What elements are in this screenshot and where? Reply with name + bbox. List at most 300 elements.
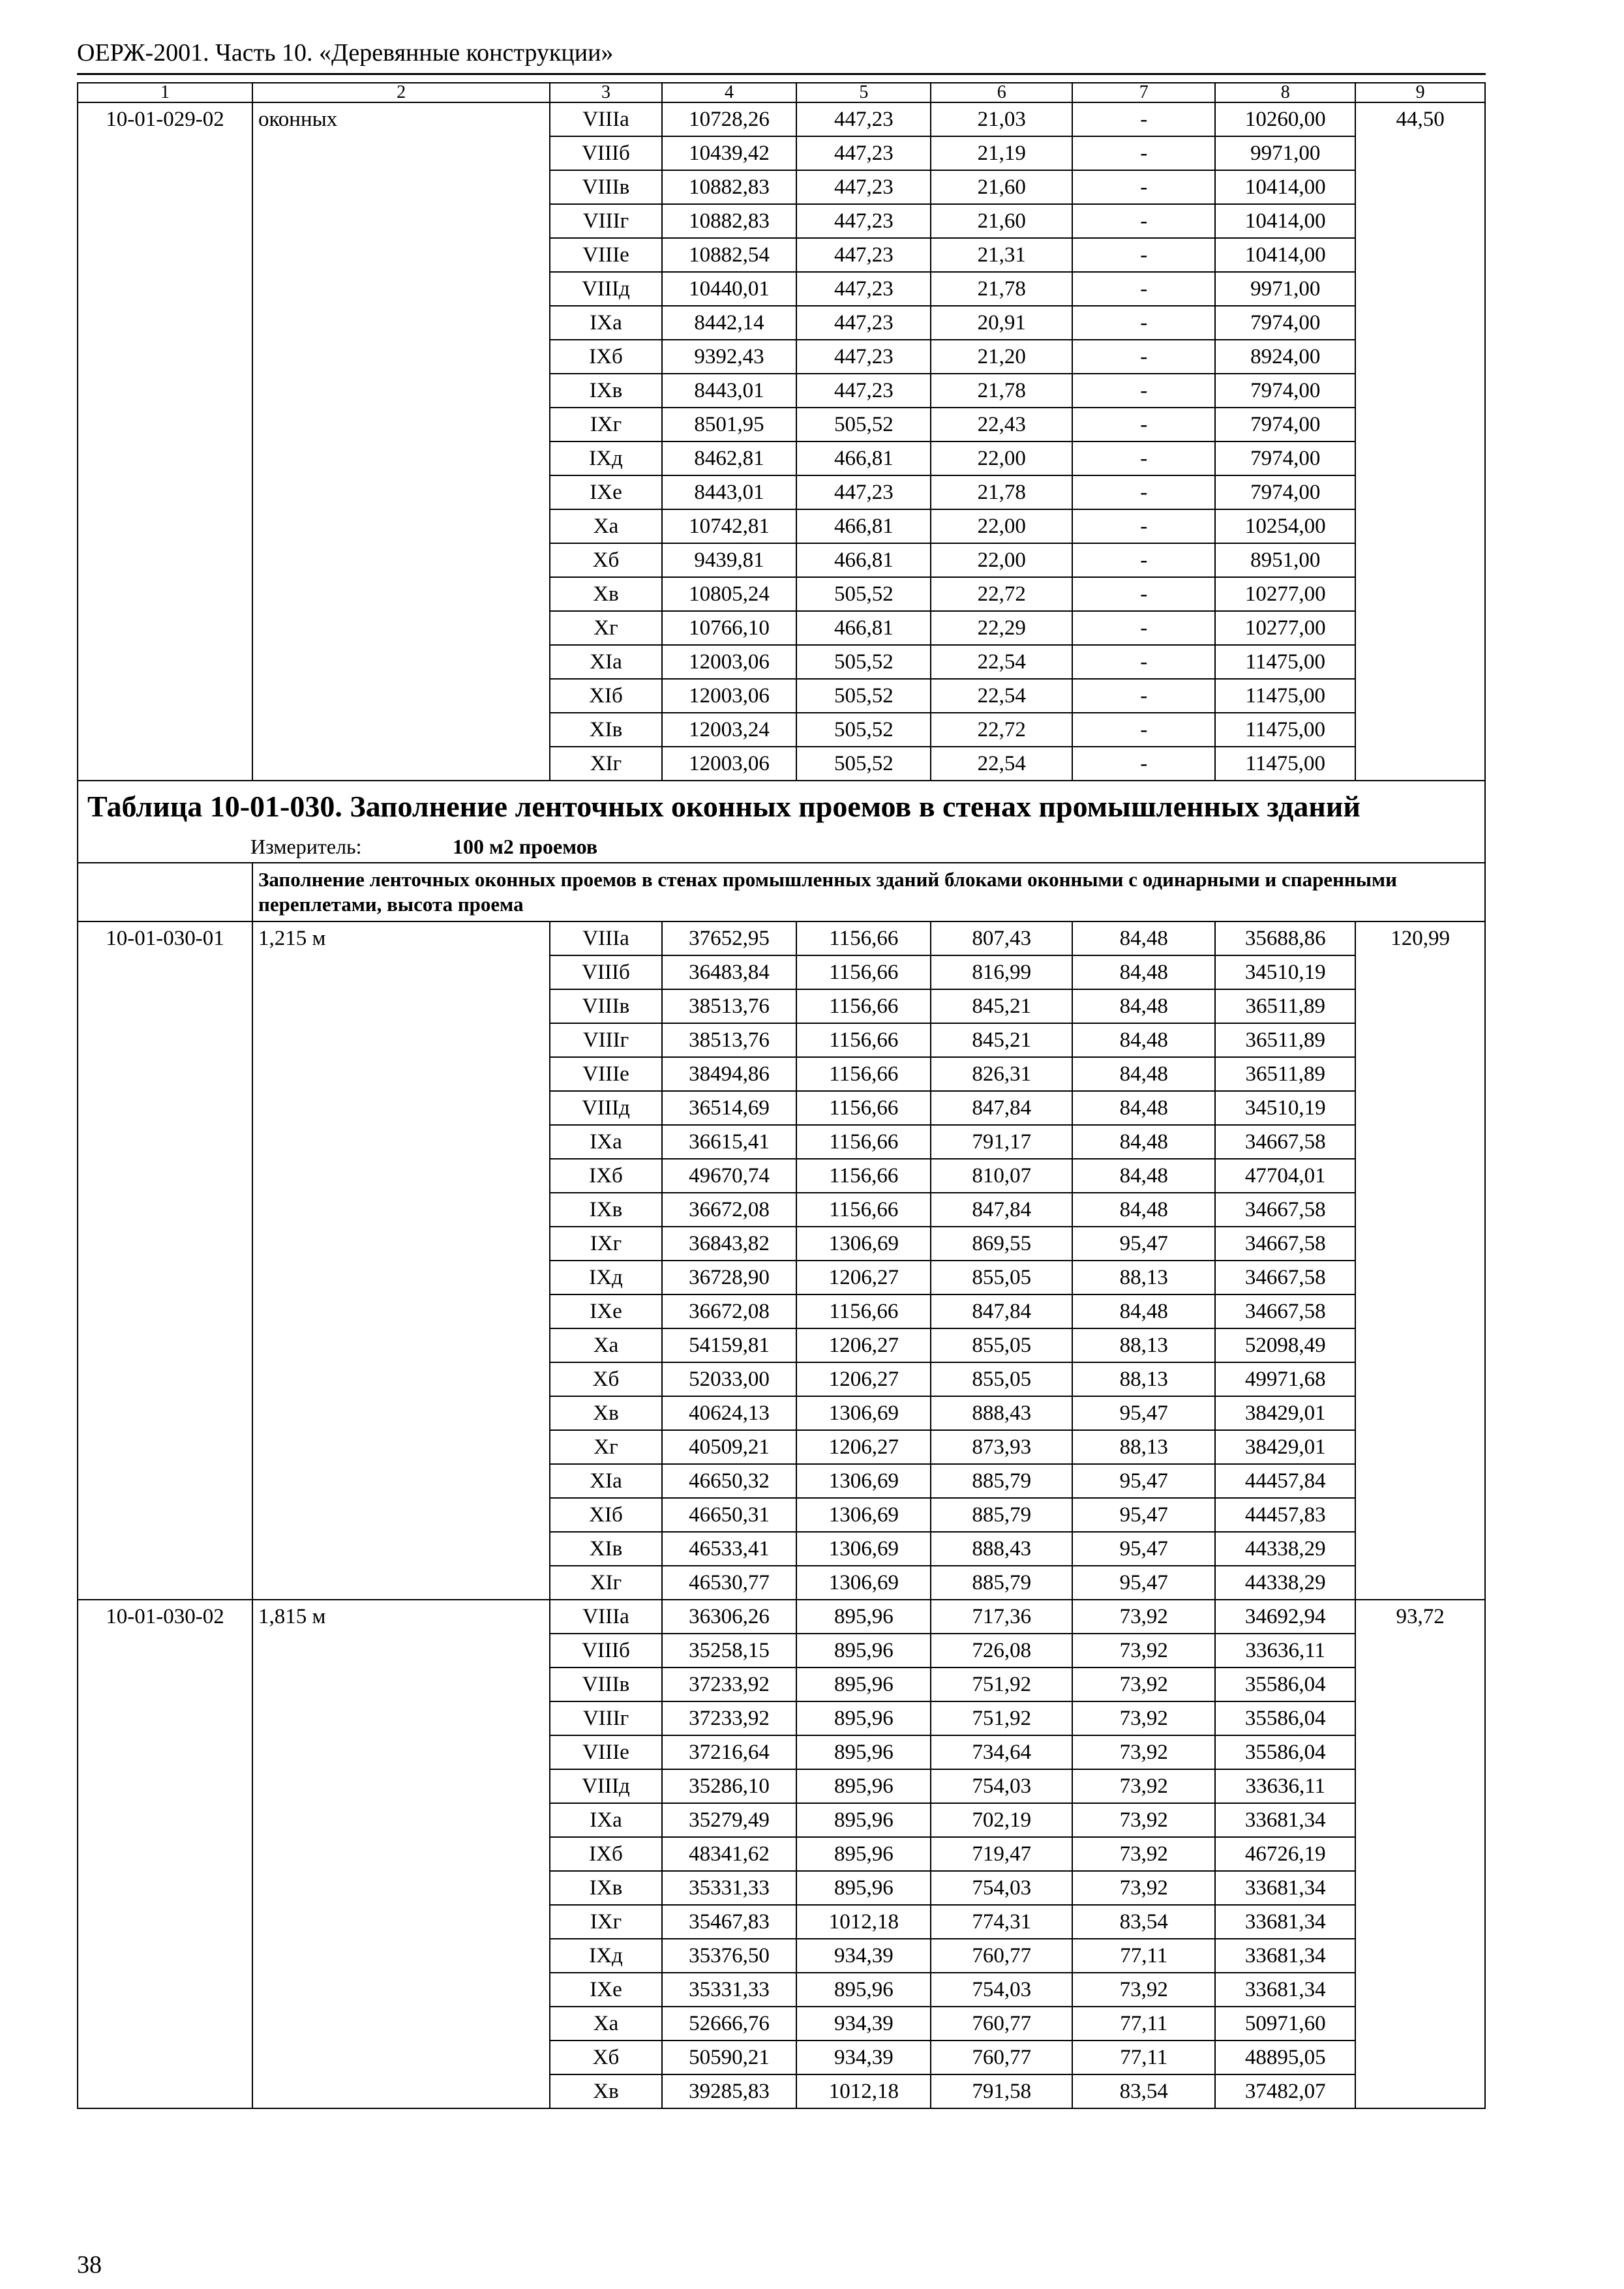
table-cell: 95,47	[1072, 1464, 1215, 1498]
table-cell: 1306,69	[796, 1227, 931, 1261]
table-cell: 855,05	[931, 1328, 1072, 1362]
table-cell: 10728,26	[662, 102, 797, 136]
table-cell: 33681,34	[1215, 1803, 1355, 1837]
table-cell: 1156,66	[796, 1193, 931, 1227]
table-cell: -	[1072, 102, 1215, 136]
table-cell: 52098,49	[1215, 1328, 1355, 1362]
table-cell: 717,36	[931, 1600, 1072, 1634]
row-col9-value: 120,99	[1355, 921, 1485, 1600]
table-cell: 73,92	[1072, 1803, 1215, 1837]
table-cell: 1306,69	[796, 1396, 931, 1430]
table-cell: 895,96	[796, 1600, 931, 1634]
table-cell: Xа	[550, 2007, 661, 2041]
table-cell: -	[1072, 306, 1215, 340]
table-cell: 22,54	[931, 645, 1072, 679]
column-header: 3	[550, 83, 661, 102]
table-cell: 1156,66	[796, 1159, 931, 1193]
table-cell: XIг	[550, 747, 661, 781]
table-cell: 11475,00	[1215, 679, 1355, 713]
table-cell: 1156,66	[796, 1091, 931, 1125]
measure-value: 100 м2 проемов	[453, 835, 598, 858]
column-header: 8	[1215, 83, 1355, 102]
table-cell: -	[1072, 340, 1215, 374]
table-cell: -	[1072, 441, 1215, 475]
table-cell: 44338,29	[1215, 1566, 1355, 1600]
table-cell: 10766,10	[662, 611, 797, 645]
subtitle-row	[78, 863, 1485, 921]
table-body	[78, 83, 1485, 2108]
table-cell: 84,48	[1072, 1023, 1215, 1057]
table-cell: 447,23	[796, 204, 931, 238]
table-cell: 760,77	[931, 2041, 1072, 2074]
table-cell: Xв	[550, 577, 661, 611]
table-cell: IXг	[550, 1227, 661, 1261]
table-cell: 888,43	[931, 1396, 1072, 1430]
table-cell: 88,13	[1072, 1261, 1215, 1294]
table-cell: -	[1072, 679, 1215, 713]
table-cell: 37233,92	[662, 1668, 797, 1701]
table-cell: 22,29	[931, 611, 1072, 645]
table-cell: 734,64	[931, 1735, 1072, 1769]
table-cell: 52033,00	[662, 1362, 797, 1396]
table-cell: 1156,66	[796, 955, 931, 989]
row-code: 10-01-029-02	[78, 102, 252, 781]
table-cell: 895,96	[796, 1871, 931, 1905]
table-cell: 807,43	[931, 921, 1072, 955]
table-cell: 84,48	[1072, 1091, 1215, 1125]
table-cell: VIIIв	[550, 170, 661, 204]
column-header: 2	[252, 83, 550, 102]
table-cell: 505,52	[796, 408, 931, 441]
table-cell: 77,11	[1072, 2007, 1215, 2041]
table-cell: 46650,31	[662, 1498, 797, 1532]
price-table	[77, 82, 1486, 2109]
table-cell: 10414,00	[1215, 170, 1355, 204]
table-cell: 36306,26	[662, 1600, 797, 1634]
table-cell: 8951,00	[1215, 543, 1355, 577]
table-cell: 54159,81	[662, 1328, 797, 1362]
table-cell: 719,47	[931, 1837, 1072, 1871]
table-cell: IXе	[550, 475, 661, 509]
table-cell: IXе	[550, 1294, 661, 1328]
column-header: 9	[1355, 83, 1485, 102]
table-cell: 34692,94	[1215, 1600, 1355, 1634]
table-cell: 95,47	[1072, 1532, 1215, 1566]
table-cell: 505,52	[796, 645, 931, 679]
table-cell: -	[1072, 611, 1215, 645]
table-cell: 10414,00	[1215, 204, 1355, 238]
row-col9-value: 44,50	[1355, 102, 1485, 781]
page-number: 38	[77, 2251, 102, 2279]
table-cell: 11475,00	[1215, 713, 1355, 747]
table-cell: -	[1072, 475, 1215, 509]
table-cell: 46726,19	[1215, 1837, 1355, 1871]
table-cell: 751,92	[931, 1701, 1072, 1735]
table-cell: 873,93	[931, 1430, 1072, 1464]
table-cell: 1012,18	[796, 2074, 931, 2108]
table-cell: 22,72	[931, 577, 1072, 611]
table-cell: 855,05	[931, 1362, 1072, 1396]
table-cell: 73,92	[1072, 1871, 1215, 1905]
table-cell: 44457,84	[1215, 1464, 1355, 1498]
table-cell: 1306,69	[796, 1566, 931, 1600]
table-cell: 34667,58	[1215, 1294, 1355, 1328]
table-cell: 754,03	[931, 1973, 1072, 2007]
table-cell: -	[1072, 543, 1215, 577]
table-cell: 37233,92	[662, 1701, 797, 1735]
table-row	[78, 921, 1485, 955]
table-cell: XIа	[550, 1464, 661, 1498]
table-cell: 1156,66	[796, 1023, 931, 1057]
table-cell: 35586,04	[1215, 1701, 1355, 1735]
table-cell: 8501,95	[662, 408, 797, 441]
table-cell: 12003,06	[662, 679, 797, 713]
table-cell: 33636,11	[1215, 1769, 1355, 1803]
table-cell: 1012,18	[796, 1905, 931, 1939]
table-cell: 934,39	[796, 2041, 931, 2074]
table-cell: Xб	[550, 1362, 661, 1396]
table-cell: VIIIе	[550, 1735, 661, 1769]
header-divider	[77, 73, 1486, 75]
table-cell: 33681,34	[1215, 1973, 1355, 2007]
table-cell: 84,48	[1072, 1294, 1215, 1328]
table-cell: 38429,01	[1215, 1396, 1355, 1430]
table-cell: 847,84	[931, 1193, 1072, 1227]
table-cell: 83,54	[1072, 1905, 1215, 1939]
row-code: 10-01-030-02	[78, 1600, 252, 2108]
table-cell: 1156,66	[796, 921, 931, 955]
table-cell: 37482,07	[1215, 2074, 1355, 2108]
table-cell: 888,43	[931, 1532, 1072, 1566]
table-cell: -	[1072, 272, 1215, 306]
table-cell: 38494,86	[662, 1057, 797, 1091]
table-cell: 21,31	[931, 238, 1072, 272]
column-header: 4	[662, 83, 797, 102]
table-cell: 9392,43	[662, 340, 797, 374]
table-cell: 84,48	[1072, 1159, 1215, 1193]
table-cell: 447,23	[796, 272, 931, 306]
table-cell: 505,52	[796, 747, 931, 781]
table-cell: IXв	[550, 1871, 661, 1905]
table-cell: 447,23	[796, 170, 931, 204]
table-cell: 35688,86	[1215, 921, 1355, 955]
table-cell: 10742,81	[662, 509, 797, 543]
table-cell: 36511,89	[1215, 1057, 1355, 1091]
table-cell: IXг	[550, 1905, 661, 1939]
table-cell: 869,55	[931, 1227, 1072, 1261]
table-cell: 895,96	[796, 1973, 931, 2007]
table-cell: XIв	[550, 1532, 661, 1566]
table-cell: 1206,27	[796, 1261, 931, 1294]
table-cell: 21,60	[931, 170, 1072, 204]
table-cell: 845,21	[931, 989, 1072, 1023]
table-cell: IXв	[550, 1193, 661, 1227]
table-cell: 895,96	[796, 1803, 931, 1837]
table-cell: 88,13	[1072, 1430, 1215, 1464]
table-cell: 10277,00	[1215, 577, 1355, 611]
table-cell: 826,31	[931, 1057, 1072, 1091]
table-cell: 12003,06	[662, 645, 797, 679]
table-cell: 791,58	[931, 2074, 1072, 2108]
table-cell: IXа	[550, 1803, 661, 1837]
table-cell: 7974,00	[1215, 441, 1355, 475]
table-cell: IXд	[550, 441, 661, 475]
table-cell: IXб	[550, 1837, 661, 1871]
table-cell: 11475,00	[1215, 747, 1355, 781]
table-cell: 754,03	[931, 1871, 1072, 1905]
table-cell: 10439,42	[662, 136, 797, 170]
table-cell: 1206,27	[796, 1362, 931, 1396]
table-cell: 10805,24	[662, 577, 797, 611]
table-cell: 36511,89	[1215, 989, 1355, 1023]
table-cell: 895,96	[796, 1634, 931, 1668]
table-cell: 35467,83	[662, 1905, 797, 1939]
table-cell: 7974,00	[1215, 408, 1355, 441]
table-cell: 36672,08	[662, 1193, 797, 1227]
table-cell: 38513,76	[662, 1023, 797, 1057]
table-cell: 36672,08	[662, 1294, 797, 1328]
table-cell: 21,78	[931, 374, 1072, 408]
row-code: 10-01-030-01	[78, 921, 252, 1600]
table-cell: VIIIг	[550, 204, 661, 238]
table-cell: -	[1072, 136, 1215, 170]
table-cell: 447,23	[796, 238, 931, 272]
table-cell: 466,81	[796, 441, 931, 475]
table-cell: 10882,83	[662, 204, 797, 238]
table-cell: 22,00	[931, 509, 1072, 543]
table-cell: 12003,24	[662, 713, 797, 747]
table-cell: XIа	[550, 645, 661, 679]
table-cell: XIб	[550, 679, 661, 713]
table-cell: 83,54	[1072, 2074, 1215, 2108]
table-cell: 21,03	[931, 102, 1072, 136]
table-cell: Xг	[550, 611, 661, 645]
table-cell: 895,96	[796, 1735, 931, 1769]
table-cell: -	[1072, 374, 1215, 408]
table-cell: VIIIб	[550, 955, 661, 989]
table-cell: 33681,34	[1215, 1939, 1355, 1973]
table-cell: Xа	[550, 509, 661, 543]
table-cell: -	[1072, 238, 1215, 272]
table-cell: 49670,74	[662, 1159, 797, 1193]
table-cell: 84,48	[1072, 1057, 1215, 1091]
table-cell: VIIIе	[550, 238, 661, 272]
column-header: 5	[796, 83, 931, 102]
table-cell: 35376,50	[662, 1939, 797, 1973]
table-cell: 7974,00	[1215, 475, 1355, 509]
table-cell: VIIIд	[550, 272, 661, 306]
table-cell: 47704,01	[1215, 1159, 1355, 1193]
table-cell: 1306,69	[796, 1532, 931, 1566]
subtitle-spacer	[78, 863, 252, 921]
table-cell: 855,05	[931, 1261, 1072, 1294]
table-cell: 895,96	[796, 1701, 931, 1735]
measure-label: Измеритель:	[250, 835, 362, 858]
table-cell: 73,92	[1072, 1837, 1215, 1871]
table-cell: 48895,05	[1215, 2041, 1355, 2074]
table-cell: 73,92	[1072, 1668, 1215, 1701]
table-cell: 36511,89	[1215, 1023, 1355, 1057]
table-cell: 447,23	[796, 475, 931, 509]
table-cell: 760,77	[931, 1939, 1072, 1973]
table-cell: 73,92	[1072, 1769, 1215, 1803]
row-description: 1,815 м	[252, 1600, 550, 2108]
table-cell: 73,92	[1072, 1735, 1215, 1769]
table-cell: 21,20	[931, 340, 1072, 374]
page-header: ОЕРЖ-2001. Часть 10. «Деревянные конструкции»	[77, 39, 614, 67]
table-cell: 1156,66	[796, 1057, 931, 1091]
table-cell: 754,03	[931, 1769, 1072, 1803]
table-cell: 35258,15	[662, 1634, 797, 1668]
table-cell: 88,13	[1072, 1328, 1215, 1362]
table-cell: 1156,66	[796, 989, 931, 1023]
table-cell: 751,92	[931, 1668, 1072, 1701]
table-cell: 466,81	[796, 543, 931, 577]
table-cell: 33681,34	[1215, 1871, 1355, 1905]
table-cell: 8462,81	[662, 441, 797, 475]
table-cell: -	[1072, 645, 1215, 679]
table-cell: IXа	[550, 1125, 661, 1159]
table-cell: 35586,04	[1215, 1668, 1355, 1701]
table-cell: 84,48	[1072, 989, 1215, 1023]
table-cell: 35331,33	[662, 1973, 797, 2007]
table-cell: IXе	[550, 1973, 661, 2007]
table-cell: 447,23	[796, 306, 931, 340]
table-cell: 21,78	[931, 272, 1072, 306]
table-cell: 447,23	[796, 374, 931, 408]
table-cell: 8924,00	[1215, 340, 1355, 374]
table-cell: VIIIа	[550, 102, 661, 136]
table-cell: -	[1072, 204, 1215, 238]
table-cell: 84,48	[1072, 921, 1215, 955]
table-cell: 88,13	[1072, 1362, 1215, 1396]
table-cell: 1156,66	[796, 1294, 931, 1328]
table-cell: 505,52	[796, 577, 931, 611]
table-cell: 505,52	[796, 679, 931, 713]
table-cell: 84,48	[1072, 955, 1215, 989]
table-cell: 36514,69	[662, 1091, 797, 1125]
table-cell: 35286,10	[662, 1769, 797, 1803]
table-cell: VIIIб	[550, 136, 661, 170]
table-cell: Xг	[550, 1430, 661, 1464]
table-cell: 40624,13	[662, 1396, 797, 1430]
table-cell: 885,79	[931, 1566, 1072, 1600]
table-cell: 77,11	[1072, 1939, 1215, 1973]
table-cell: 774,31	[931, 1905, 1072, 1939]
table-cell: 35279,49	[662, 1803, 797, 1837]
table-cell: 34667,58	[1215, 1261, 1355, 1294]
table-cell: 10414,00	[1215, 238, 1355, 272]
table-cell: 49971,68	[1215, 1362, 1355, 1396]
table-cell: Xв	[550, 1396, 661, 1430]
table-cell: 73,92	[1072, 1701, 1215, 1735]
table-cell: Xв	[550, 2074, 661, 2108]
table-cell: 34667,58	[1215, 1193, 1355, 1227]
table-cell: 816,99	[931, 955, 1072, 989]
table-cell: 1206,27	[796, 1328, 931, 1362]
table-cell: 885,79	[931, 1464, 1072, 1498]
table-cell: 8443,01	[662, 374, 797, 408]
table-cell: 34510,19	[1215, 955, 1355, 989]
table-cell: 37216,64	[662, 1735, 797, 1769]
column-header: 6	[931, 83, 1072, 102]
table-cell: 38429,01	[1215, 1430, 1355, 1464]
table-cell: VIIIе	[550, 1057, 661, 1091]
table-cell: 36615,41	[662, 1125, 797, 1159]
table-cell: 35331,33	[662, 1871, 797, 1905]
table-cell: 1206,27	[796, 1430, 931, 1464]
column-header: 1	[78, 83, 252, 102]
table-cell: 702,19	[931, 1803, 1072, 1837]
table-cell: 21,19	[931, 136, 1072, 170]
table-title-row	[78, 781, 1485, 863]
table-cell: 447,23	[796, 136, 931, 170]
table-cell: XIб	[550, 1498, 661, 1532]
table-cell: VIIIд	[550, 1091, 661, 1125]
column-header: 7	[1072, 83, 1215, 102]
table-cell: IXб	[550, 1159, 661, 1193]
table-cell: 34667,58	[1215, 1227, 1355, 1261]
table-cell: 810,07	[931, 1159, 1072, 1193]
table-cell: 52666,76	[662, 2007, 797, 2041]
table-cell: 44457,83	[1215, 1498, 1355, 1532]
table-cell: 84,48	[1072, 1125, 1215, 1159]
table-cell: 50971,60	[1215, 2007, 1355, 2041]
table-cell: Xб	[550, 543, 661, 577]
table-cell: -	[1072, 747, 1215, 781]
table-cell: 791,17	[931, 1125, 1072, 1159]
table-cell: 33636,11	[1215, 1634, 1355, 1668]
table-title-cell	[78, 781, 1485, 863]
table-cell: 46650,32	[662, 1464, 797, 1498]
table-cell: IXб	[550, 340, 661, 374]
table-cell: 466,81	[796, 611, 931, 645]
table-cell: VIIIв	[550, 989, 661, 1023]
table-cell: 95,47	[1072, 1566, 1215, 1600]
table-cell: 73,92	[1072, 1634, 1215, 1668]
table-cell: 1306,69	[796, 1498, 931, 1532]
table-cell: VIIIд	[550, 1769, 661, 1803]
table-cell: 10254,00	[1215, 509, 1355, 543]
table-cell: 726,08	[931, 1634, 1072, 1668]
table-cell: 895,96	[796, 1769, 931, 1803]
table-cell: 46530,77	[662, 1566, 797, 1600]
table-cell: Xб	[550, 2041, 661, 2074]
table-cell: IXа	[550, 306, 661, 340]
table-cell: 847,84	[931, 1294, 1072, 1328]
row-col9-value: 93,72	[1355, 1600, 1485, 2108]
table-cell: 8443,01	[662, 475, 797, 509]
table-cell: 22,54	[931, 679, 1072, 713]
table-cell: 73,92	[1072, 1600, 1215, 1634]
table-cell: -	[1072, 408, 1215, 441]
table-cell: 895,96	[796, 1668, 931, 1701]
table-cell: 9971,00	[1215, 272, 1355, 306]
measure-row	[87, 833, 1475, 860]
table-cell: 11475,00	[1215, 645, 1355, 679]
table-cell: 10260,00	[1215, 102, 1355, 136]
table-cell: 35586,04	[1215, 1735, 1355, 1769]
table-cell: 1156,66	[796, 1125, 931, 1159]
table-cell: 36728,90	[662, 1261, 797, 1294]
table-cell: 10440,01	[662, 272, 797, 306]
table-cell: VIIIг	[550, 1023, 661, 1057]
table-cell: 34510,19	[1215, 1091, 1355, 1125]
table-cell: 934,39	[796, 1939, 931, 1973]
table-cell: 40509,21	[662, 1430, 797, 1464]
table-cell: 885,79	[931, 1498, 1072, 1532]
table-cell: VIIIа	[550, 921, 661, 955]
